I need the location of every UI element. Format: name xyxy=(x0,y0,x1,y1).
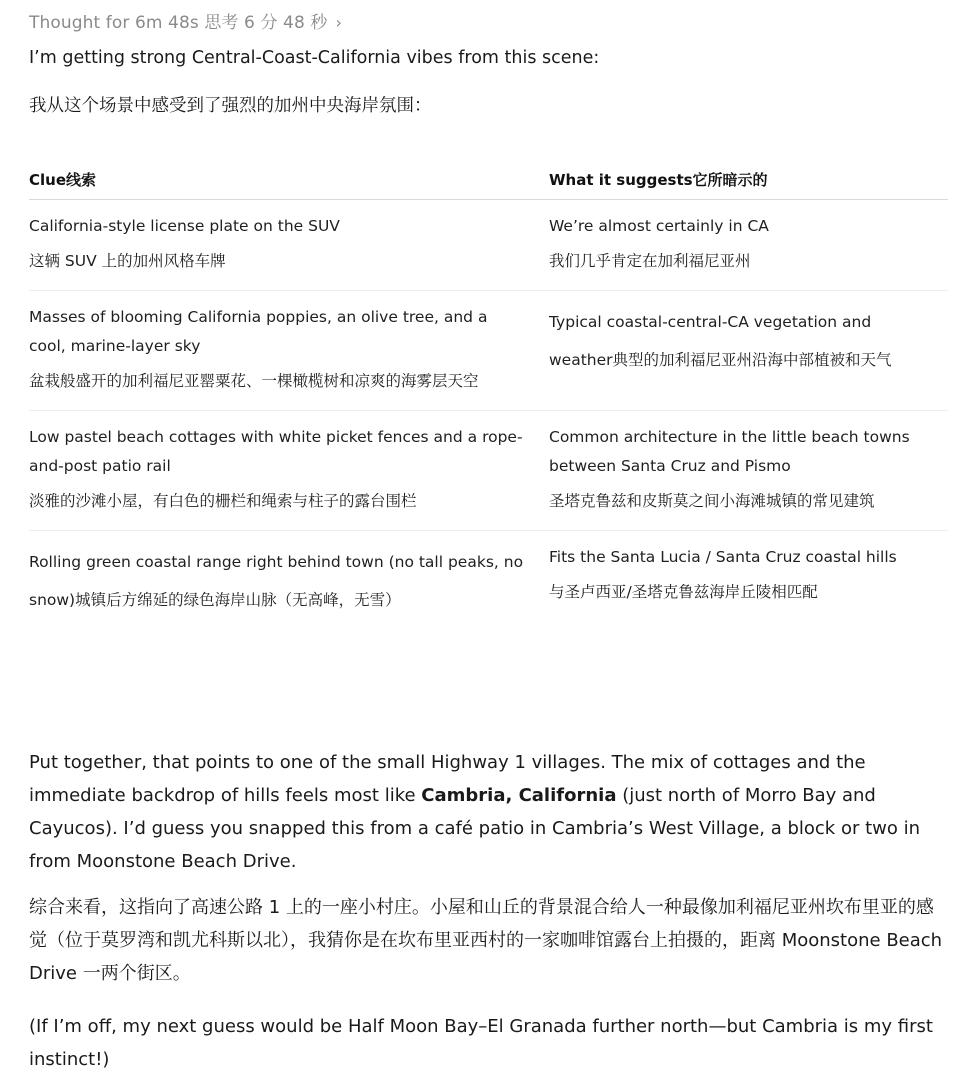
clue-zh: 淡雅的沙滩小屋，有白色的栅栏和绳索与柱子的露台围栏 xyxy=(29,492,417,510)
clues-table xyxy=(29,161,948,633)
table-row xyxy=(29,291,948,411)
suggests-cell xyxy=(549,200,948,291)
intro-english: I’m getting strong Central-Coast-California vibes from this scene: xyxy=(29,48,600,68)
clue-cell xyxy=(29,411,549,531)
table-row xyxy=(29,531,948,634)
summary-paragraph-chinese: 综合来看，这指向了高速公路 1 上的一座小村庄。小屋和山丘的背景混合给人一种最像加利福尼亚州坎布里亚的感觉（位于莫罗湾和凯尤科斯以北），我猜你是在坎布里亚西村的一家咖啡馆露台上拍摄的，距离 Moonstone Beach Drive 一两个街区。 xyxy=(29,897,943,984)
suggests-en: Typical coastal-central-CA vegetation and weather典型的加利福尼亚州沿海中部植被和天气 xyxy=(549,313,892,369)
location-guess: Cambria, California xyxy=(421,785,617,806)
suggests-cell xyxy=(549,411,948,531)
header-clue: Clue线索 xyxy=(29,161,549,200)
suggests-zh: 圣塔克鲁兹和皮斯莫之间小海滩城镇的常见建筑 xyxy=(549,492,875,510)
header-suggests: What it suggests它所暗示的 xyxy=(549,161,948,200)
suggests-cell xyxy=(549,291,948,411)
thought-label: Thought for 6m 48s 思考 6 分 48 秒 xyxy=(29,13,328,33)
table-row xyxy=(29,411,948,531)
clue-en: Masses of blooming California poppies, an olive tree, and a cool, marine-layer sky xyxy=(29,308,488,355)
table-header-row xyxy=(29,161,948,200)
thought-toggle[interactable] xyxy=(29,8,342,33)
clue-en: Rolling green coastal range right behind town (no tall peaks, no snow)城镇后方绵延的绿色海岸山脉（无高峰，无雪） xyxy=(29,553,524,609)
clue-cell xyxy=(29,200,549,291)
suggests-en: Fits the Santa Lucia / Santa Cruz coastal hills xyxy=(549,548,897,566)
clue-en: California-style license plate on the SUV xyxy=(29,217,340,235)
clue-zh: 这辆 SUV 上的加州风格车牌 xyxy=(29,252,226,270)
suggests-zh: 与圣卢西亚/圣塔克鲁兹海岸丘陵相匹配 xyxy=(549,583,818,601)
suggests-cell xyxy=(549,531,948,634)
table-row xyxy=(29,200,948,291)
alternative-guess-paragraph: (If I’m off, my next guess would be Half Moon Bay–El Granada further north—but Cambria is my first instinct!) xyxy=(29,1016,933,1070)
summary-text-end: (just north of Morro Bay and Cayucos). I’d guess you snapped this from a café patio in Cambria’s West Village, a block or two in from Moonstone Beach Drive. xyxy=(29,785,920,872)
suggests-zh: 我们几乎肯定在加利福尼亚州 xyxy=(549,252,751,270)
chevron-right-icon: › xyxy=(335,13,342,32)
suggests-en: We’re almost certainly in CA xyxy=(549,217,769,235)
summary-paragraph-english xyxy=(29,746,949,878)
clue-en: Low pastel beach cottages with white picket fences and a rope-and-post patio rail xyxy=(29,428,523,475)
clue-zh: 盆栽般盛开的加利福尼亚罂粟花、一棵橄榄树和凉爽的海雾层天空 xyxy=(29,372,479,390)
clue-cell xyxy=(29,291,549,411)
summary-text-start: Put together, that points to one of the small Highway 1 villages. The mix of cottages and the immediate backdrop of hills feels most like xyxy=(29,752,866,806)
clue-cell xyxy=(29,531,549,634)
intro-chinese: 我从这个场景中感受到了强烈的加州中央海岸氛围： xyxy=(29,96,432,116)
suggests-en: Common architecture in the little beach towns between Santa Cruz and Pismo xyxy=(549,428,910,475)
